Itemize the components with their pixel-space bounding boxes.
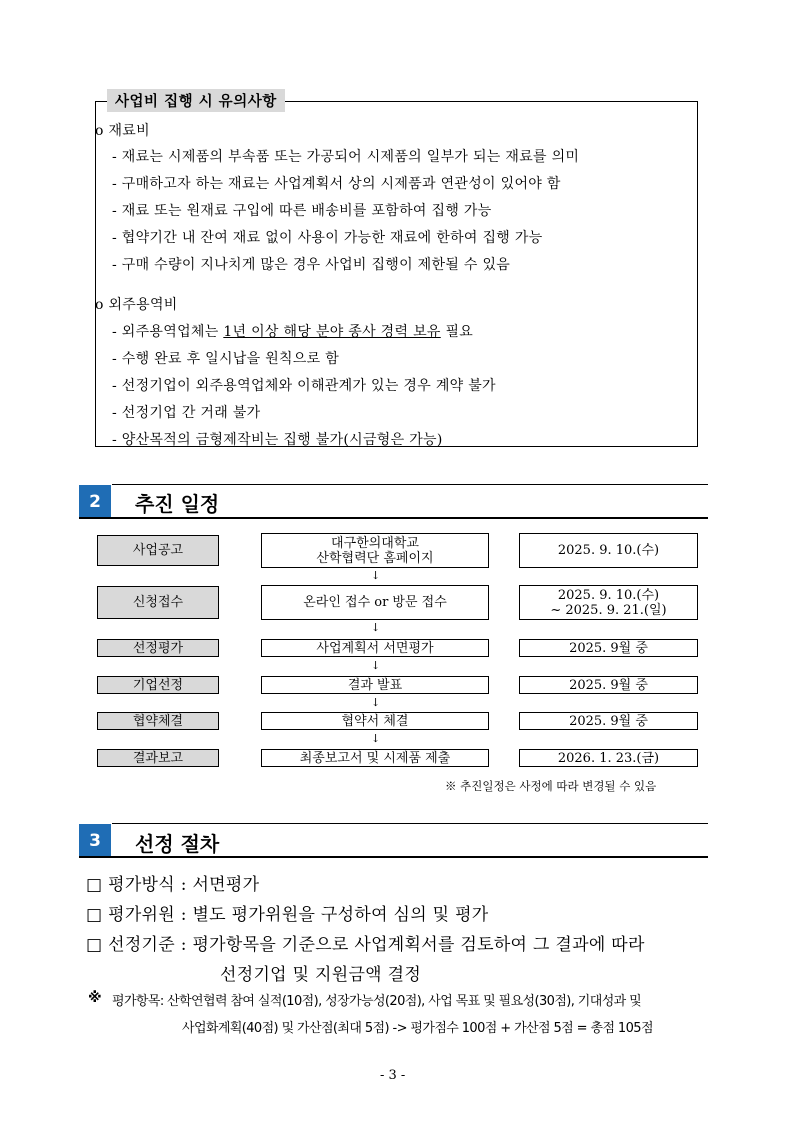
checkbox-icon: □ [86,935,103,955]
notice-title: 사업비 집행 시 유의사항 [107,89,285,112]
schedule-date: 2025. 9월 중 [519,712,698,730]
schedule-task: 결과 발표 [261,676,489,694]
criteria-line: 평가항목: 산학연협력 참여 실적(10점), 성장가능성(20점), 사업 목표 및 필요성(30점), 기대성과 및 [112,994,642,1009]
section-divider [112,823,708,824]
section-title: 선정 절차 [135,832,220,856]
checkbox-icon: □ [86,875,103,895]
outsourcing-item: - 선정기업 간 거래 불가 [112,405,261,421]
schedule-date: 2025. 9. 10.(수) [519,533,698,568]
criteria-line: 사업화계획(40점) 및 가산점(최대 5점) -> 평가점수 100점 + 가산점 5점 = 총점 105점 [182,1021,653,1036]
schedule-stage: 신청접수 [97,586,219,619]
section-title: 추진 일정 [135,492,220,516]
check-item-committee [86,900,489,925]
outsourcing-item [112,321,473,341]
outsourcing-item-prefix: - 외주용역업체는 [112,324,224,340]
check-label: 평가위원 [108,905,175,925]
check-label: 평가방식 [108,875,175,895]
flow-arrow: ↓ [371,569,381,582]
outsourcing-item: - 양산목적의 금형제작비는 집행 불가(시금형은 가능) [112,432,443,448]
check-label: 선정기준 [108,935,175,955]
checkbox-icon: □ [86,905,103,925]
materials-item: - 재료는 시제품의 부속품 또는 가공되어 시제품의 일부가 되는 재료를 의미 [112,149,580,165]
materials-item: - 구매 수량이 지나치게 많은 경우 사업비 집행이 제한될 수 있음 [112,257,511,273]
flow-arrow: ↓ [371,696,381,709]
schedule-stage: 사업공고 [97,535,219,566]
section-number: 3 [79,824,111,857]
section-divider [112,484,708,485]
schedule-task: 사업계획서 서면평가 [261,639,489,657]
schedule-stage: 협약체결 [97,712,219,730]
schedule-date: 2026. 1. 23.(금) [519,749,698,767]
schedule-stage: 기업선정 [97,676,219,694]
materials-item: - 재료 또는 원재료 구입에 따른 배송비를 포함하여 집행 가능 [112,203,492,219]
check-value: 평가항목을 기준으로 사업계획서를 검토하여 그 결과에 따라 [192,935,645,955]
section-number: 2 [79,485,111,518]
materials-heading: o 재료비 [95,123,150,139]
flow-arrow: ↓ [371,621,381,634]
schedule-stage: 선정평가 [97,639,219,657]
schedule-task: 협약서 체결 [261,712,489,730]
check-value: 별도 평가위원을 구성하여 심의 및 평가 [192,905,489,925]
check-value-continued: 선정기업 및 지원금액 결정 [220,965,422,985]
schedule-date: 2025. 9월 중 [519,676,698,694]
check-value: 서면평가 [192,875,260,895]
schedule-task: 최종보고서 및 시제품 제출 [261,749,489,767]
section-divider [79,856,708,858]
check-item-method [86,870,259,895]
schedule-task: 대구한의대학교 산학협력단 홈페이지 [261,533,489,568]
check-colon: : [180,875,187,895]
schedule-date: 2025. 9. 10.(수) ~ 2025. 9. 21.(일) [519,585,698,620]
check-colon: : [180,905,187,925]
schedule-stage: 결과보고 [97,749,219,767]
criteria-mark: ※ [88,990,102,1006]
outsourcing-item-suffix: 필요 [440,324,474,340]
check-item-criteria [86,930,645,955]
schedule-note: ※ 추진일정은 사정에 따라 변경될 수 있음 [445,779,657,793]
schedule-date: 2025. 9월 중 [519,639,698,657]
materials-item: - 구매하고자 하는 재료는 사업계획서 상의 시제품과 연관성이 있어야 함 [112,176,561,192]
flow-arrow: ↓ [371,659,381,672]
section-divider [79,517,708,519]
outsourcing-item-underlined: 1년 이상 해당 분야 종사 경력 보유 [223,324,441,340]
outsourcing-heading: o 외주용역비 [95,297,178,313]
page-number: - 3 - [380,1068,406,1083]
outsourcing-item: - 선정기업이 외주용역업체와 이해관계가 있는 경우 계약 불가 [112,378,496,394]
flow-arrow: ↓ [371,732,381,745]
materials-item: - 협약기간 내 잔여 재료 없이 사용이 가능한 재료에 한하여 집행 가능 [112,230,543,246]
outsourcing-item: - 수행 완료 후 일시납을 원칙으로 함 [112,351,340,367]
schedule-task: 온라인 접수 or 방문 접수 [261,585,489,620]
check-colon: : [180,935,187,955]
